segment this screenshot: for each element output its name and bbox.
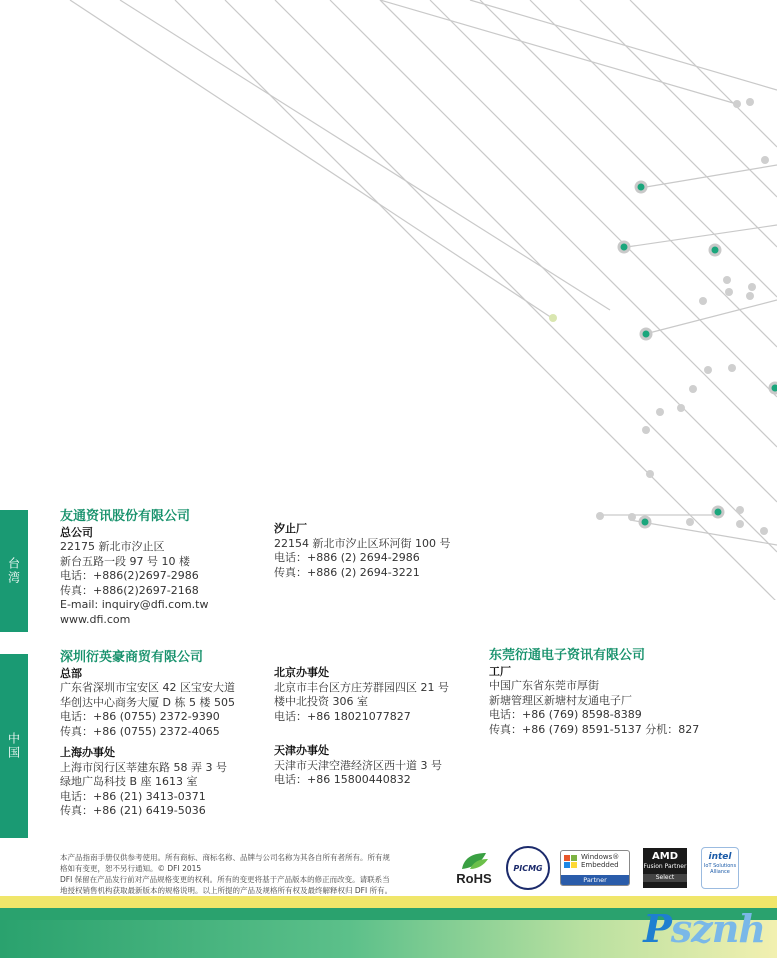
windows-partner-text: Partner [561,875,629,885]
watermark-rest: sznh [670,906,765,951]
beijing-office-title: 北京办事处 [274,666,329,679]
fax-line: 传真：+886 (2) 2694-3221 [274,565,420,579]
certification-logos [452,846,752,892]
intel-alliance-text: Alliance [710,869,730,875]
disclaimer-line: 格如有变更，恕不另行通知。© DFI 2015 [60,864,202,873]
region-tab-taiwan-label: 台湾 [6,557,21,585]
dongguan-factory-title: 工厂 [489,664,511,678]
website-link[interactable]: www.dfi.com [60,612,131,626]
watermark-logo [643,906,765,951]
phone-line: 电话：+86 18021077827 [274,709,411,723]
address-line: 天津市天津空港经济区西十道 3 号 [274,758,442,772]
intel-iot-logo [700,846,740,890]
address-line: 22154 新北市汐止区环河街 100 号 [274,536,451,550]
china-hq-title: 总部 [60,666,82,680]
china-hq-block [60,651,235,739]
tianjin-office-block [274,744,442,788]
intel-text: intel [708,852,732,862]
address-line: 新台五路一段 97 号 10 楼 [60,554,190,568]
address-line: 新塘管理区新塘村友通电子厂 [489,693,632,707]
address-line: 广东省深圳市宝安区 42 区宝安大道 [60,681,235,694]
rohs-logo [452,846,496,890]
amd-text: AMD [652,851,678,862]
phone-line: 电话：+86 (769) 8598-8389 [489,708,642,721]
beijing-office-block [274,666,449,724]
rohs-text: RoHS [456,870,492,886]
taiwan-factory-title: 汐止厂 [274,522,307,535]
address-line: 楼中北投资 306 室 [274,695,368,708]
dongguan-factory-block [489,649,699,737]
shanghai-office-title: 上海办事处 [60,746,115,759]
windows-text: Windows® [581,853,620,861]
fax-line: 传真：+886(2)2697-2168 [60,583,199,597]
address-line: 上海市闵行区莘建东路 58 弄 3 号 [60,760,227,774]
shanghai-office-block [60,746,227,819]
address-line: 北京市丰台区方庄芳群园四区 21 号 [274,680,449,694]
intel-iot-text: IoT Solutions [703,863,737,869]
taiwan-company-name: 友通资讯股份有限公司 [60,509,191,524]
region-tab-china [0,654,28,838]
taiwan-factory-block [274,522,450,580]
address-line: 22175 新北市汐止区 [60,540,165,553]
taiwan-hq-block [60,510,208,627]
amd-fusion-text: Fusion Partner [643,863,687,870]
email-link[interactable]: E-mail: inquiry@dfi.com.tw [60,598,209,611]
shenzhen-company-name: 深圳衍英豪商贸有限公司 [60,650,204,665]
address-line: 绿地广岛科技 B 座 1613 室 [60,775,198,788]
fax-line: 传真：+86 (0755) 2372-4065 [60,724,220,738]
picmg-logo [506,846,550,890]
region-tab-taiwan [0,510,28,632]
watermark-p: P [643,906,671,951]
phone-line: 电话：+886 (2) 2694-2986 [274,551,420,564]
amd-fusion-logo [642,846,688,890]
rohs-leaf-icon [456,851,492,871]
disclaimer-line: DFI 保留在产品发行前对产品规格变更的权利。所有的变更将基于产品版本的修正而改变。请联系当 [60,875,390,884]
phone-line: 电话：+86 15800440832 [274,773,411,786]
phone-line: 电话：+86 (21) 3413-0371 [60,789,206,803]
region-tab-china-label: 中国 [6,732,21,760]
taiwan-hq-title: 总公司 [60,525,93,539]
address-line: 中国广东省东莞市厚街 [489,679,599,692]
picmg-text: PICMG [513,863,543,873]
disclaimer-line: 地授权销售机构获取最新版本的规格说明。以上所提的产品及规格所有权及最终解释权归 DFI 所有。 [60,886,393,895]
phone-line: 电话：+886(2)2697-2986 [60,569,199,582]
fax-line: 传真：+86 (21) 6419-5036 [60,804,206,817]
amd-select-text: Select [643,874,687,882]
phone-line: 电话：+86 (0755) 2372-9390 [60,710,220,723]
address-line: 华创达中心商务大厦 D 栋 5 楼 505 [60,695,235,709]
disclaimer-line: 本产品指南手册仅供参考使用。所有商标、商标名称、品牌与公司名称为其各自所有者所有。所有规 [60,853,390,862]
windows-flag-icon [564,855,578,869]
disclaimer-text [60,852,420,896]
fax-line: 传真：+86 (769) 8591-5137 分机：827 [489,722,700,736]
windows-embedded-text: Embedded [581,861,619,869]
tianjin-office-title: 天津办事处 [274,744,329,757]
dongguan-company-name: 东莞衍通电子资讯有限公司 [489,648,646,663]
windows-embedded-logo [560,846,630,890]
